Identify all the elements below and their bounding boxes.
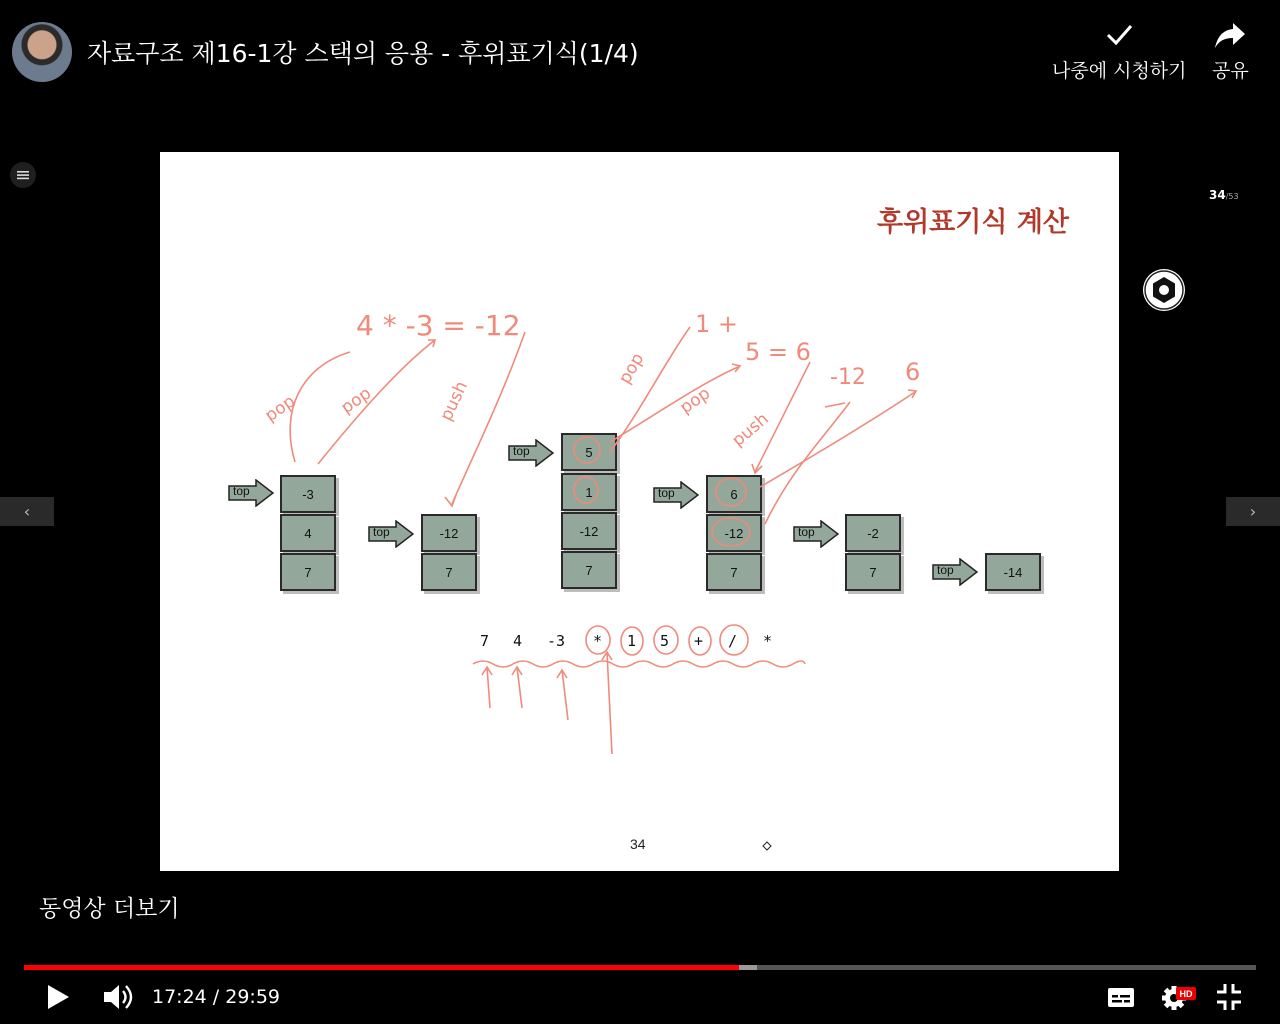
stack-cell: 7: [421, 553, 477, 591]
stack-cell: -14: [985, 553, 1041, 591]
played-bar: [24, 965, 739, 970]
expression-token: 7: [480, 632, 490, 650]
top-pointer: top: [653, 481, 699, 509]
watch-later-button[interactable]: [1052, 20, 1187, 83]
slide-canvas: [160, 152, 1119, 871]
gear-icon: [1160, 982, 1198, 1014]
slide-menu-button[interactable]: [10, 162, 36, 188]
prev-slide-button[interactable]: [0, 497, 54, 526]
settings-button[interactable]: [1160, 982, 1198, 1018]
annotation-pop: pop: [261, 391, 300, 427]
expression-token: *: [593, 632, 603, 650]
chevron-left-icon: ‹: [23, 502, 31, 521]
hexagon-icon: [1143, 269, 1185, 311]
play-button[interactable]: [44, 982, 72, 1016]
annotation-eq4: -12: [830, 365, 866, 390]
annotation-eq3: 5 = 6: [745, 338, 811, 366]
stack-cell: 7: [280, 553, 336, 591]
annotation-push: push: [436, 378, 472, 425]
annotation-pop: pop: [337, 383, 376, 419]
subtitles-icon: [1106, 982, 1136, 1012]
volume-button[interactable]: [102, 982, 136, 1016]
page-counter: 34/53: [1209, 188, 1239, 202]
subtitles-button[interactable]: [1106, 982, 1136, 1016]
watch-later-label: 나중에 시청하기: [1052, 60, 1187, 82]
stack-cell: 7: [706, 553, 762, 591]
time-display: 17:24 / 29:59: [152, 986, 280, 1008]
expression-token: *: [763, 632, 773, 650]
top-pointer: top: [508, 439, 554, 467]
expression-token: -3: [547, 632, 566, 650]
share-icon: [1213, 20, 1247, 50]
stack-cell: 6: [706, 475, 762, 513]
hd-badge: HD: [1179, 989, 1193, 999]
stack-cell: -2: [845, 514, 901, 552]
top-pointer: top: [932, 558, 978, 586]
handwritten-annotations: [160, 152, 1119, 871]
annotation-eq1: 4 * -3 = -12: [356, 309, 521, 342]
chevron-right-icon: ›: [1249, 502, 1257, 521]
annotation-eq5: 6: [905, 358, 921, 386]
top-pointer: top: [228, 479, 274, 507]
progress-bar[interactable]: [24, 965, 1256, 970]
menu-icon: [10, 162, 36, 188]
next-slide-button[interactable]: [1226, 497, 1280, 526]
more-videos-link[interactable]: 동영상 더보기: [39, 896, 180, 922]
expression-token: +: [694, 632, 704, 650]
expression-token: 5: [660, 632, 670, 650]
exit-fullscreen-button[interactable]: [1215, 982, 1243, 1016]
stack-cell: 4: [280, 514, 336, 552]
stack-cell: -12: [706, 514, 762, 552]
stack-cell: 5: [561, 433, 617, 471]
check-icon: [1104, 20, 1134, 50]
play-icon: [44, 982, 72, 1012]
cursor-icon: [762, 841, 772, 851]
expression-token: 1: [627, 632, 637, 650]
slide-page-number: 34: [630, 836, 646, 852]
top-pointer: top: [793, 520, 839, 548]
zoom-button[interactable]: [1143, 269, 1185, 311]
volume-icon: [102, 982, 136, 1012]
stack-cell: -3: [280, 475, 336, 513]
annotation-eq2: 1 +: [695, 310, 739, 338]
annotation-push: push: [728, 409, 773, 451]
stack-cell: -12: [561, 512, 617, 550]
annotation-pop: pop: [676, 383, 715, 419]
exit-fullscreen-icon: [1215, 982, 1243, 1012]
stack-cell: -12: [421, 514, 477, 552]
annotation-pop: pop: [615, 349, 649, 388]
slide-title: 후위표기식 계산: [877, 207, 1069, 238]
expression-token: /: [728, 632, 738, 650]
top-pointer: top: [368, 520, 414, 548]
stack-cell: 7: [845, 553, 901, 591]
video-title[interactable]: 자료구조 제16-1강 스택의 응용 - 후위표기식(1/4): [87, 39, 639, 68]
stack-cell: 7: [561, 551, 617, 589]
share-label: 공유: [1212, 60, 1249, 82]
stack-cell: 1: [561, 473, 617, 511]
expression-token: 4: [513, 632, 523, 650]
channel-avatar[interactable]: [12, 22, 72, 82]
share-button[interactable]: [1212, 20, 1249, 83]
